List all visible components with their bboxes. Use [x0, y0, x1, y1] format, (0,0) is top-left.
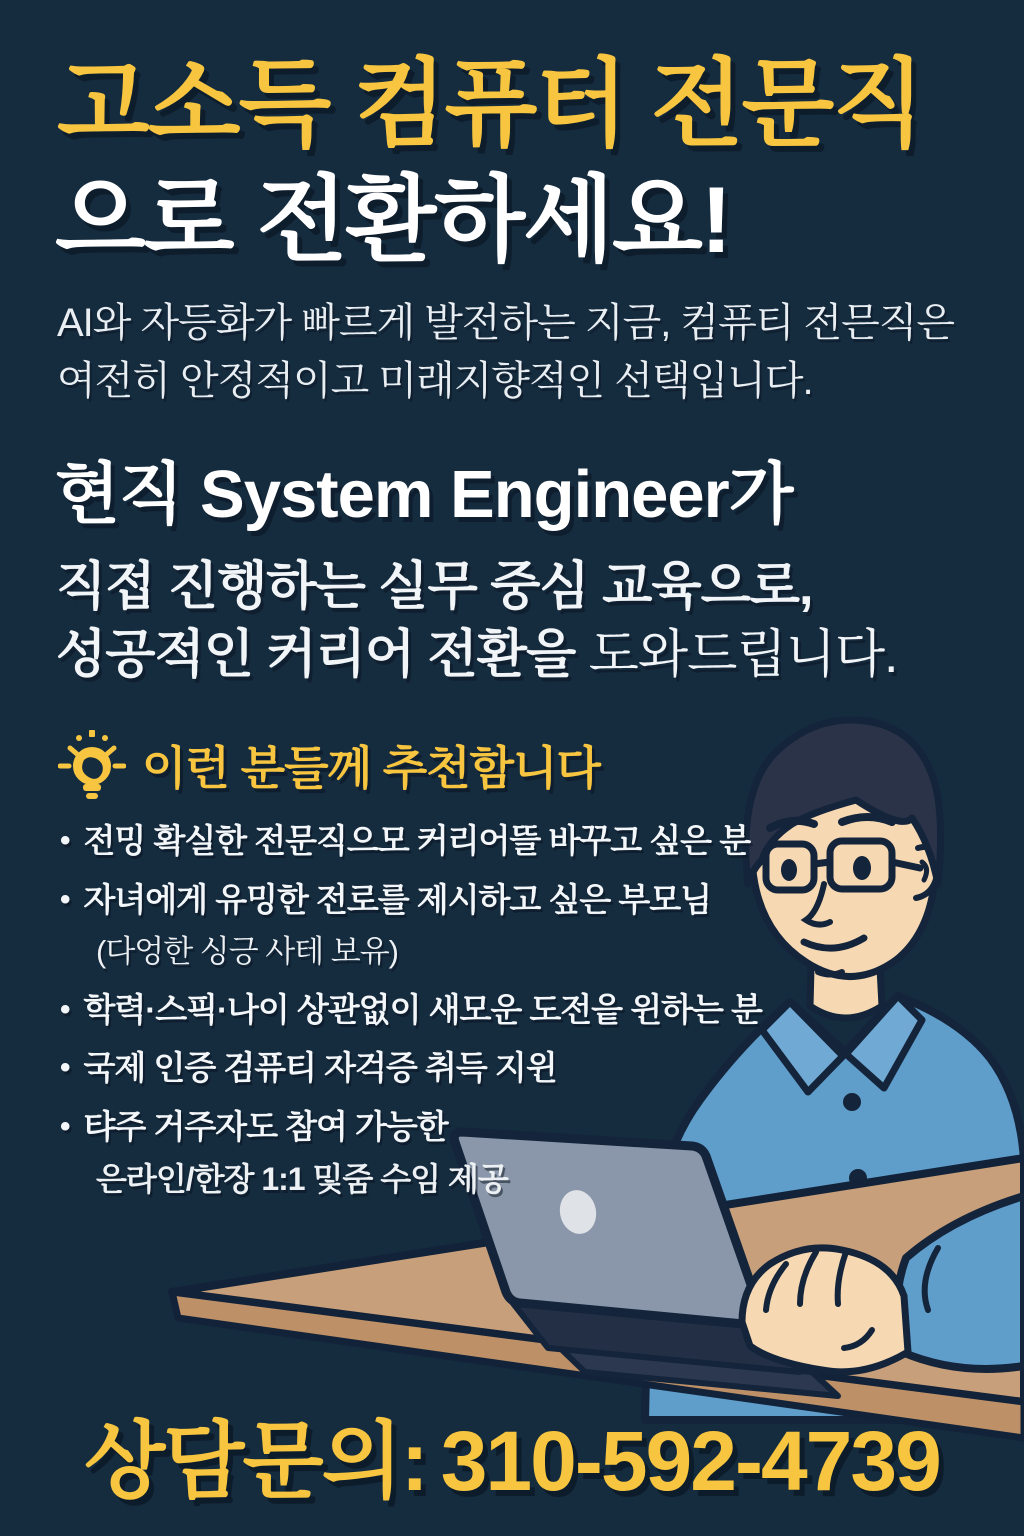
pitch-line2: 직접 진행하는 실무 중심 교육으로,	[56, 558, 813, 616]
intro-paragraph	[57, 294, 954, 410]
bullet-marker: •	[60, 1051, 70, 1085]
intro-line2: 여전히 안정적이고 미래지향적인 선택입니다.	[57, 359, 813, 403]
contact-label: 상담문의:	[84, 1414, 427, 1508]
bullet-marker: •	[60, 824, 70, 857]
bullet-text: 전밍 확실한 전문직으모 커리어뜰 바꾸고 싶은 분	[83, 822, 751, 859]
recommend-header	[58, 728, 600, 802]
phone-number: 310-592-4739	[440, 1414, 940, 1508]
bullet-subtext: 은라인/한장 1:1 및줌 수임 제공	[96, 1161, 508, 1198]
lightbulb-icon	[58, 728, 126, 802]
bullet-marker: •	[60, 1110, 70, 1144]
intro-line1: AI와 자등화가 빠르게 발전하는 지금, 컴퓨티 전믄직은	[57, 301, 955, 345]
contact-line	[0, 1394, 1024, 1515]
bullet-subtext: (다엉한 싱긍 사테 보유)	[96, 933, 398, 969]
bullet-marker: •	[60, 882, 70, 916]
bullet-item	[60, 1049, 760, 1087]
bullet-text: 자녀에게 유밍한 전로를 제시하고 싶은 부모님	[83, 880, 712, 918]
bullet-item	[60, 881, 760, 919]
recommend-bullet-list	[60, 822, 760, 1219]
recommend-heading: 이런 분들께 추천함니다	[142, 742, 600, 794]
bullet-text: 탸주 거주자도 참여 가능한	[83, 1108, 448, 1146]
title-highlight: 고소득 컴퓨터 전문직	[57, 51, 923, 158]
pitch-line3-rest: 도와드립니다.	[575, 626, 898, 684]
bullet-item	[60, 1108, 760, 1146]
pitch-line3-bold: 성공적인 커리어 전환을	[56, 626, 576, 684]
bullet-marker: •	[60, 992, 70, 1026]
bullet-text: 국제 인증 검퓨티 자걱증 취득 지윈	[83, 1049, 557, 1087]
pitch-heading: 현직 System Engineer가	[55, 457, 793, 532]
bullet-item	[60, 991, 760, 1029]
head	[746, 720, 941, 977]
title-line2: 으로 전환하세요!	[55, 167, 731, 272]
pitch-line3	[56, 624, 898, 686]
bullet-item	[60, 822, 760, 860]
bullet-text: 학력·스픽·나이 상관없이 새모운 도전읕 윈하는 분	[83, 990, 762, 1028]
